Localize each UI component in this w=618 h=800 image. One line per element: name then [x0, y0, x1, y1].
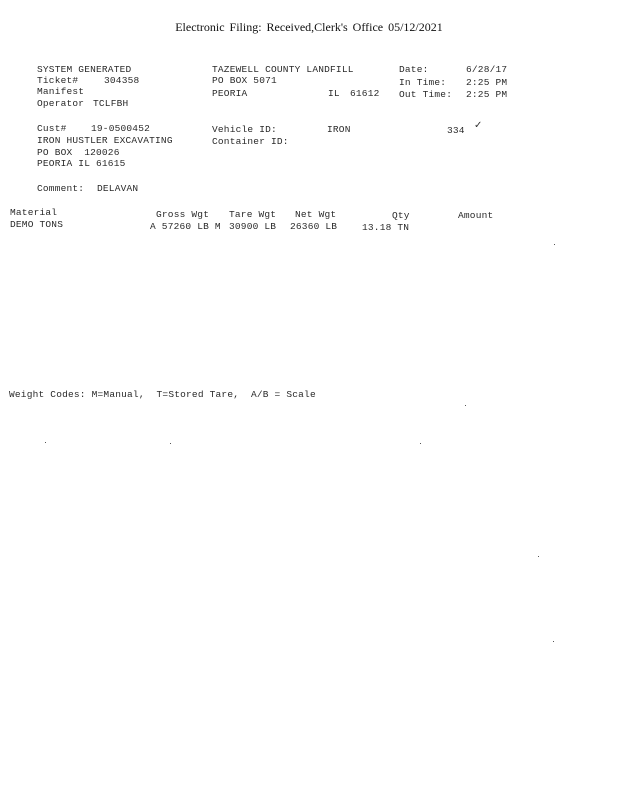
scan-speck [538, 556, 539, 557]
container-label: Container ID: [212, 136, 289, 147]
landfill-state: IL [328, 88, 340, 99]
col-header-tare: Tare Wgt [229, 209, 277, 220]
customer-name: IRON HUSTLER EXCAVATING [37, 135, 173, 146]
in-time-value: 2:25 PM [466, 77, 508, 88]
out-time-value: 2:25 PM [466, 89, 508, 100]
comment-value: DELAVAN [97, 183, 139, 194]
system-generated-text: SYSTEM GENERATED [37, 64, 132, 75]
cust-number: 19-0500452 [91, 123, 151, 134]
scan-speck [170, 443, 171, 444]
col-header-net: Net Wgt [295, 209, 337, 220]
ticket-label: Ticket# [37, 75, 79, 86]
cell-net: 26360 LB [290, 221, 338, 232]
cell-gross: A 57260 LB M [150, 221, 221, 232]
cell-tare: 30900 LB [229, 221, 277, 232]
date-label: Date: [399, 64, 429, 75]
vehicle-value: IRON [327, 124, 351, 135]
comment-label: Comment: [37, 183, 85, 194]
cust-label: Cust# [37, 123, 67, 134]
scan-speck [465, 405, 466, 406]
scan-speck [553, 641, 554, 642]
scan-speck [45, 442, 46, 443]
check-mark-icon: ✓ [474, 120, 483, 131]
scan-speck [420, 443, 421, 444]
landfill-zip: 61612 [350, 88, 380, 99]
scan-speck [554, 244, 555, 245]
manifest-label: Manifest [37, 86, 85, 97]
col-header-material: Material [10, 207, 58, 218]
operator-label: Operator [37, 98, 85, 109]
vehicle-number: 334 [447, 125, 465, 136]
date-value: 6/28/17 [466, 64, 508, 75]
out-time-label: Out Time: [399, 89, 453, 100]
ticket-number: 304358 [104, 75, 140, 86]
customer-city: PEORIA IL 61615 [37, 158, 126, 169]
col-header-amount: Amount [458, 210, 494, 221]
operator-value: TCLFBH [93, 98, 129, 109]
vehicle-label: Vehicle ID: [212, 124, 277, 135]
filing-stamp: Electronic Filing: Received,Clerk's Office 05/12/2021 [175, 20, 443, 34]
cell-material: DEMO TONS [10, 219, 64, 230]
col-header-gross: Gross Wgt [156, 209, 210, 220]
landfill-po-box: PO BOX 5071 [212, 75, 277, 86]
customer-po-box: PO BOX 120026 [37, 147, 120, 158]
weight-codes-note: Weight Codes: M=Manual, T=Stored Tare, A/B = Scale [9, 389, 316, 400]
landfill-city: PEORIA [212, 88, 248, 99]
landfill-name: TAZEWELL COUNTY LANDFILL [212, 64, 354, 75]
in-time-label: In Time: [399, 77, 447, 88]
col-header-qty: Qty [392, 210, 410, 221]
cell-qty: 13.18 TN [362, 222, 410, 233]
